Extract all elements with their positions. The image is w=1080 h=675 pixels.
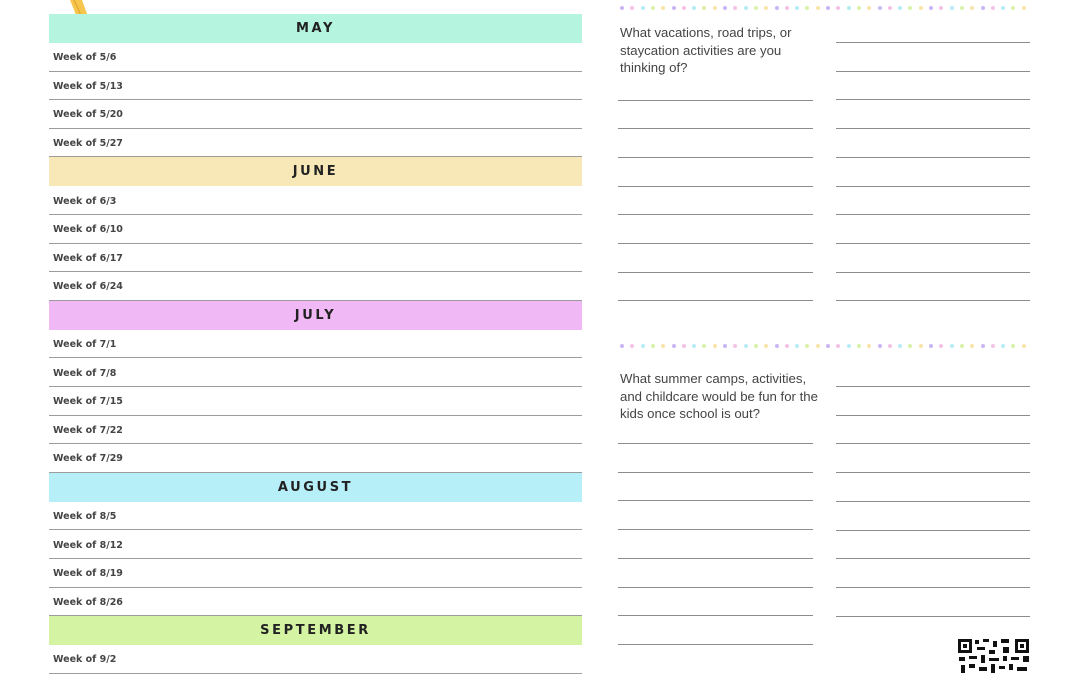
writing-line[interactable]: [618, 100, 813, 101]
divider-dot: [1001, 344, 1005, 348]
divider-dot: [847, 6, 851, 10]
writing-line[interactable]: [618, 472, 813, 473]
divider-dot: [981, 6, 985, 10]
month-header: JULY: [49, 301, 582, 330]
writing-line[interactable]: [836, 415, 1030, 416]
divider-dot: [847, 344, 851, 348]
week-label: Week of 8/5: [53, 511, 117, 523]
divider-dot: [1022, 6, 1026, 10]
divider-dot: [898, 6, 902, 10]
divider-dot: [630, 344, 634, 348]
divider-dot: [960, 6, 964, 10]
week-row[interactable]: [49, 215, 582, 244]
divider-dot: [919, 6, 923, 10]
month-header: MAY: [49, 14, 582, 43]
divider-dot: [878, 6, 882, 10]
divider-dot: [630, 6, 634, 10]
week-label: Week of 6/17: [53, 252, 123, 264]
writing-line[interactable]: [618, 128, 813, 129]
writing-line[interactable]: [836, 558, 1030, 559]
dotted-divider: [620, 6, 1032, 12]
divider-dot: [826, 344, 830, 348]
divider-dot: [723, 6, 727, 10]
writing-line[interactable]: [836, 157, 1030, 158]
week-row[interactable]: [49, 387, 582, 416]
divider-dot: [620, 344, 624, 348]
divider-dot: [672, 6, 676, 10]
divider-dot: [744, 6, 748, 10]
week-row[interactable]: [49, 186, 582, 215]
week-label: Week of 8/26: [53, 596, 123, 608]
divider-dot: [651, 6, 655, 10]
divider-dot: [733, 6, 737, 10]
week-row[interactable]: [49, 502, 582, 531]
week-label: Week of 6/24: [53, 281, 123, 293]
summer-planner: [49, 14, 582, 674]
divider-dot: [908, 6, 912, 10]
writing-line[interactable]: [618, 558, 813, 559]
divider-dot: [981, 344, 985, 348]
writing-line[interactable]: [618, 186, 813, 187]
writing-line[interactable]: [618, 443, 813, 444]
week-label: Week of 5/27: [53, 138, 123, 150]
divider-dot: [960, 344, 964, 348]
divider-dot: [641, 6, 645, 10]
week-label: Week of 6/10: [53, 224, 123, 236]
week-label: Week of 9/2: [53, 654, 117, 666]
week-label: Week of 7/8: [53, 367, 117, 379]
writing-line[interactable]: [618, 615, 813, 616]
divider-dot: [878, 344, 882, 348]
week-label: Week of 6/3: [53, 195, 117, 207]
divider-dot: [929, 344, 933, 348]
divider-dot: [775, 344, 779, 348]
divider-dot: [908, 344, 912, 348]
divider-dot: [661, 344, 665, 348]
writing-line[interactable]: [836, 214, 1030, 215]
week-row[interactable]: [49, 645, 582, 674]
week-label: Week of 5/13: [53, 80, 123, 92]
divider-dot: [692, 344, 696, 348]
dotted-divider: [620, 344, 1032, 350]
divider-dot: [733, 344, 737, 348]
divider-dot: [1001, 6, 1005, 10]
divider-dot: [826, 6, 830, 10]
divider-dot: [867, 6, 871, 10]
divider-dot: [867, 344, 871, 348]
qr-code-icon: [957, 638, 1031, 675]
week-row[interactable]: [49, 272, 582, 301]
month-header: AUGUST: [49, 473, 582, 502]
divider-dot: [795, 6, 799, 10]
week-row[interactable]: [49, 244, 582, 273]
week-label: Week of 5/20: [53, 109, 123, 121]
divider-dot: [702, 344, 706, 348]
week-row[interactable]: [49, 129, 582, 158]
divider-dot: [888, 6, 892, 10]
divider-dot: [950, 6, 954, 10]
writing-line[interactable]: [836, 300, 1030, 301]
writing-line[interactable]: [836, 472, 1030, 473]
divider-dot: [939, 6, 943, 10]
divider-dot: [836, 344, 840, 348]
writing-line[interactable]: [618, 644, 813, 645]
divider-dot: [1011, 6, 1015, 10]
writing-line[interactable]: [836, 443, 1030, 444]
writing-line[interactable]: [836, 128, 1030, 129]
divider-dot: [857, 344, 861, 348]
writing-line[interactable]: [836, 386, 1030, 387]
week-row[interactable]: [49, 444, 582, 473]
month-header: JUNE: [49, 157, 582, 186]
divider-dot: [919, 344, 923, 348]
vacations-question: What vacations, road trips, or staycation activities are you thinking of?: [620, 25, 792, 75]
writing-line[interactable]: [618, 243, 813, 244]
divider-dot: [754, 344, 758, 348]
divider-dot: [713, 344, 717, 348]
week-label: Week of 7/29: [53, 453, 123, 465]
writing-line[interactable]: [836, 272, 1030, 273]
month-header: SEPTEMBER: [49, 616, 582, 645]
writing-line[interactable]: [618, 272, 813, 273]
week-label: Week of 7/1: [53, 339, 117, 351]
divider-dot: [805, 344, 809, 348]
divider-dot: [692, 6, 696, 10]
writing-line[interactable]: [618, 157, 813, 158]
week-row[interactable]: [49, 72, 582, 101]
divider-dot: [682, 344, 686, 348]
divider-dot: [816, 6, 820, 10]
divider-dot: [939, 344, 943, 348]
divider-dot: [785, 6, 789, 10]
camps-question: What summer camps, activities, and childcare would be fun for the kids once school is out?: [620, 371, 818, 421]
divider-dot: [651, 344, 655, 348]
divider-dot: [795, 344, 799, 348]
writing-line[interactable]: [618, 214, 813, 215]
divider-dot: [702, 6, 706, 10]
week-row[interactable]: [49, 530, 582, 559]
writing-line[interactable]: [618, 529, 813, 530]
divider-dot: [816, 344, 820, 348]
divider-dot: [682, 6, 686, 10]
writing-line[interactable]: [618, 500, 813, 501]
divider-dot: [888, 344, 892, 348]
divider-dot: [857, 6, 861, 10]
divider-dot: [620, 6, 624, 10]
writing-line[interactable]: [618, 587, 813, 588]
week-label: Week of 5/6: [53, 52, 117, 64]
divider-dot: [723, 344, 727, 348]
week-row[interactable]: [49, 559, 582, 588]
divider-dot: [1011, 344, 1015, 348]
divider-dot: [764, 6, 768, 10]
writing-line[interactable]: [836, 243, 1030, 244]
divider-dot: [713, 6, 717, 10]
writing-line[interactable]: [836, 186, 1030, 187]
week-row[interactable]: [49, 43, 582, 72]
divider-dot: [1022, 344, 1026, 348]
week-row[interactable]: [49, 100, 582, 129]
writing-line[interactable]: [836, 99, 1030, 100]
week-label: Week of 8/19: [53, 568, 123, 580]
writing-line[interactable]: [836, 42, 1030, 43]
week-row[interactable]: [49, 330, 582, 359]
divider-dot: [991, 344, 995, 348]
writing-line[interactable]: [836, 501, 1030, 502]
divider-dot: [775, 6, 779, 10]
divider-dot: [641, 344, 645, 348]
week-label: Week of 8/12: [53, 539, 123, 551]
writing-line[interactable]: [618, 300, 813, 301]
divider-dot: [805, 6, 809, 10]
divider-dot: [950, 344, 954, 348]
divider-dot: [661, 6, 665, 10]
divider-dot: [764, 344, 768, 348]
divider-dot: [970, 6, 974, 10]
writing-line[interactable]: [836, 530, 1030, 531]
week-row[interactable]: [49, 588, 582, 617]
divider-dot: [991, 6, 995, 10]
divider-dot: [785, 344, 789, 348]
divider-dot: [672, 344, 676, 348]
week-row[interactable]: [49, 358, 582, 387]
divider-dot: [744, 344, 748, 348]
divider-dot: [836, 6, 840, 10]
divider-dot: [970, 344, 974, 348]
divider-dot: [929, 6, 933, 10]
week-row[interactable]: [49, 416, 582, 445]
week-label: Week of 7/15: [53, 396, 123, 408]
week-label: Week of 7/22: [53, 424, 123, 436]
writing-line[interactable]: [836, 616, 1030, 617]
divider-dot: [898, 344, 902, 348]
divider-dot: [754, 6, 758, 10]
writing-line[interactable]: [836, 71, 1030, 72]
writing-line[interactable]: [836, 587, 1030, 588]
